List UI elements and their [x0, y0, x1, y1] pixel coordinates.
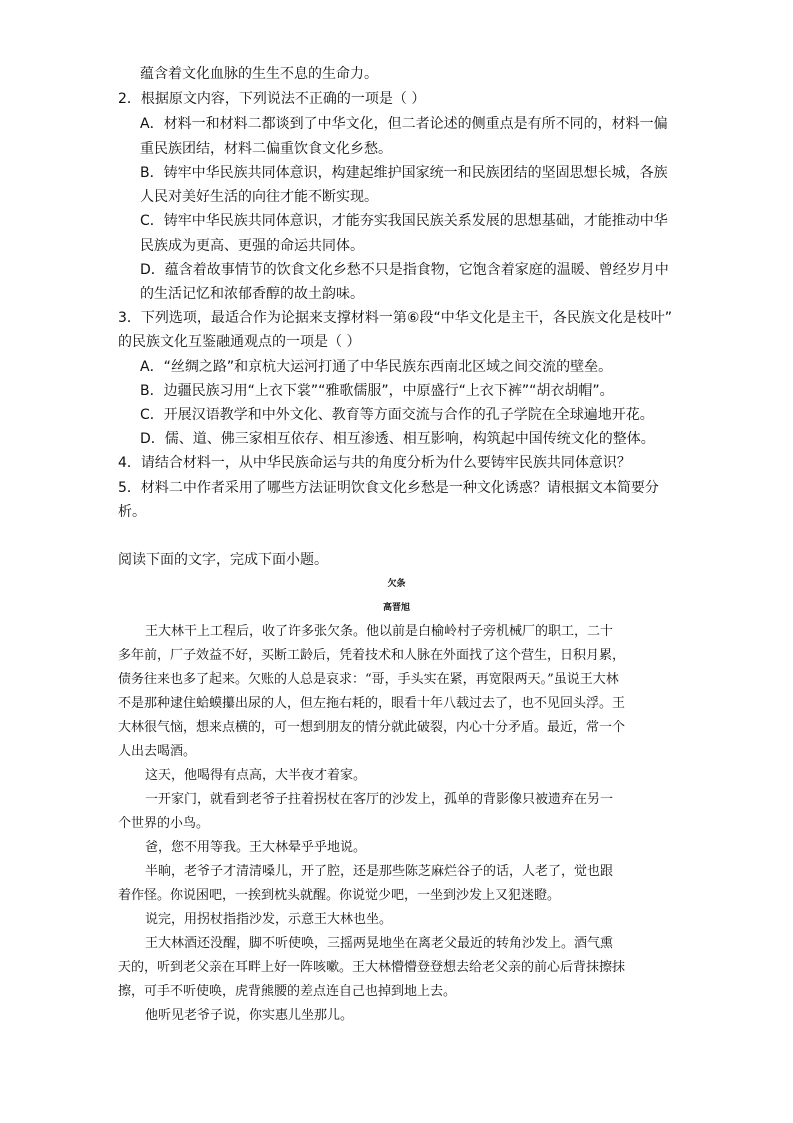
q2-option-b-line1: B．铸牢中华民族共同体意识，构建起维护国家统一和民族团结的坚固思想长城，各族: [140, 165, 668, 181]
story-title: 欠条: [387, 579, 406, 589]
q3-option-d: D．儒、道、佛三家相互依存、相互渗透、相互影响，构筑起中国传统文化的整体。: [140, 431, 655, 447]
q3-option-c: C．开展汉语教学和中外文化、教育等方面交流与合作的孔子学院在全球遍地开花。: [140, 407, 654, 423]
story-line: 他听见老爷子说，你实惠儿坐那儿。: [145, 1008, 354, 1023]
story-line: 王大林酒还没醒，脚不听使唤，三摇两晃地坐在离老父最近的转角沙发上。酒气熏: [145, 936, 614, 951]
question-3-stem-line1: 3．下列选项，最适合作为论据来支撑材料一第⑥段“中华文化是主干，各民族文化是枝叶”: [118, 310, 672, 326]
story-author: 高晋旭: [382, 603, 410, 613]
question-3-stem-line2: 的民族文化互鉴融通观点的一项是（ ）: [118, 334, 361, 350]
story-line: 半晌，老爷子才清清嗓儿，开了腔，还是那些陈芝麻烂谷子的话，人老了，觉也跟: [145, 864, 614, 879]
q2-option-d-line2: 的生活记忆和浓郁香醇的故土韵味。: [140, 286, 364, 302]
story-line: 说完，用拐杖指指沙发，示意王大林也坐。: [145, 912, 393, 927]
question-5-line1: 5．材料二中作者采用了哪些方法证明饮食文化乡愁是一种文化诱惑？请根据文本简要分: [118, 480, 659, 496]
q2-option-c-line1: C．铸牢中华民族共同体意识，才能夯实我国民族关系发展的思想基础，才能推动中华: [140, 213, 668, 229]
story-line: 一开家门，就看到老爷子拄着拐杖在客厅的沙发上，孤单的背影像只被遗弃在另一: [145, 792, 614, 807]
q2-option-a-line2: 重民族团结，材料二偏重饮食文化乡愁。: [140, 141, 392, 157]
story-line: 不是那种逮住蛤蟆攥出尿的人，但左拖右耗的，眼看十年八载过去了，也不见回头浮。王: [118, 696, 626, 711]
story-line: 人出去喝酒。: [118, 744, 197, 759]
q2-option-c-line2: 民族成为更高、更强的命运共同体。: [140, 238, 364, 254]
q3-option-a: A．“丝绸之路”和京杭大运河打通了中华民族东西南北区域之间交流的壁垒。: [140, 359, 613, 375]
story-line: 个世界的小鸟。: [118, 816, 210, 831]
story-line: 王大林干上工程后，收了许多张欠条。他以前是白榆岭村子旁机械厂的职工，二十: [145, 624, 614, 639]
q3-option-b: B．边疆民族习用“上衣下裳”“雅歌儒服”，中原盛行“上衣下裤”“胡衣胡帽”。: [140, 383, 614, 399]
reading-instruction: 阅读下面的文字，完成下面小题。: [118, 552, 328, 568]
story-line: 多年前，厂子效益不好，买断工龄后，凭着技术和人脉在外面找了这个营生，日积月累，: [118, 648, 626, 663]
q2-option-d-line1: D．蕴含着故事情节的饮食文化乡愁不只是指食物，它饱含着家庭的温暖、曾经岁月中: [140, 262, 669, 278]
question-4: 4．请结合材料一，从中华民族命运与共的角度分析为什么要铸牢民族共同体意识？: [118, 455, 631, 471]
story-line: 擦，可手不听使唤，虎背熊腰的差点连自己也掉到地上去。: [118, 984, 457, 999]
intro-tail-line: 蕴含着文化血脉的生生不息的生命力。: [140, 66, 378, 82]
story-line: 债务往来也多了起来。欠账的人总是哀求：“哥，手头实在紧，再宽限两天。”虽说王大林: [118, 672, 619, 687]
q2-option-b-line2: 人民对美好生活的向往才能不断实现。: [140, 189, 378, 205]
story-line: 这天，他喝得有点高，大半夜才着家。: [145, 768, 367, 783]
story-line: 着作怪。你说困吧，一挨到枕头就醒。你说觉少吧，一坐到沙发上又犯迷瞪。: [118, 888, 561, 903]
story-line: 天的，听到老父亲在耳畔上好一阵咳嗽。王大林懵懵登登想去给老父亲的前心后背抹擦抹: [118, 960, 626, 975]
question-2-stem: 2．根据原文内容，下列说法不正确的一项是（ ）: [118, 91, 426, 107]
q2-option-a-line1: A．材料一和材料二都谈到了中华文化，但二者论述的侧重点是有所不同的，材料一偏: [140, 116, 668, 132]
story-line: 大林很气恼，想来点横的，可一想到朋友的情分就此破裂，内心十分矛盾。最近，常一个: [118, 720, 626, 735]
question-5-line2: 析。: [118, 504, 146, 520]
story-line: 爸，您不用等我。王大林晕乎乎地说。: [145, 840, 367, 855]
